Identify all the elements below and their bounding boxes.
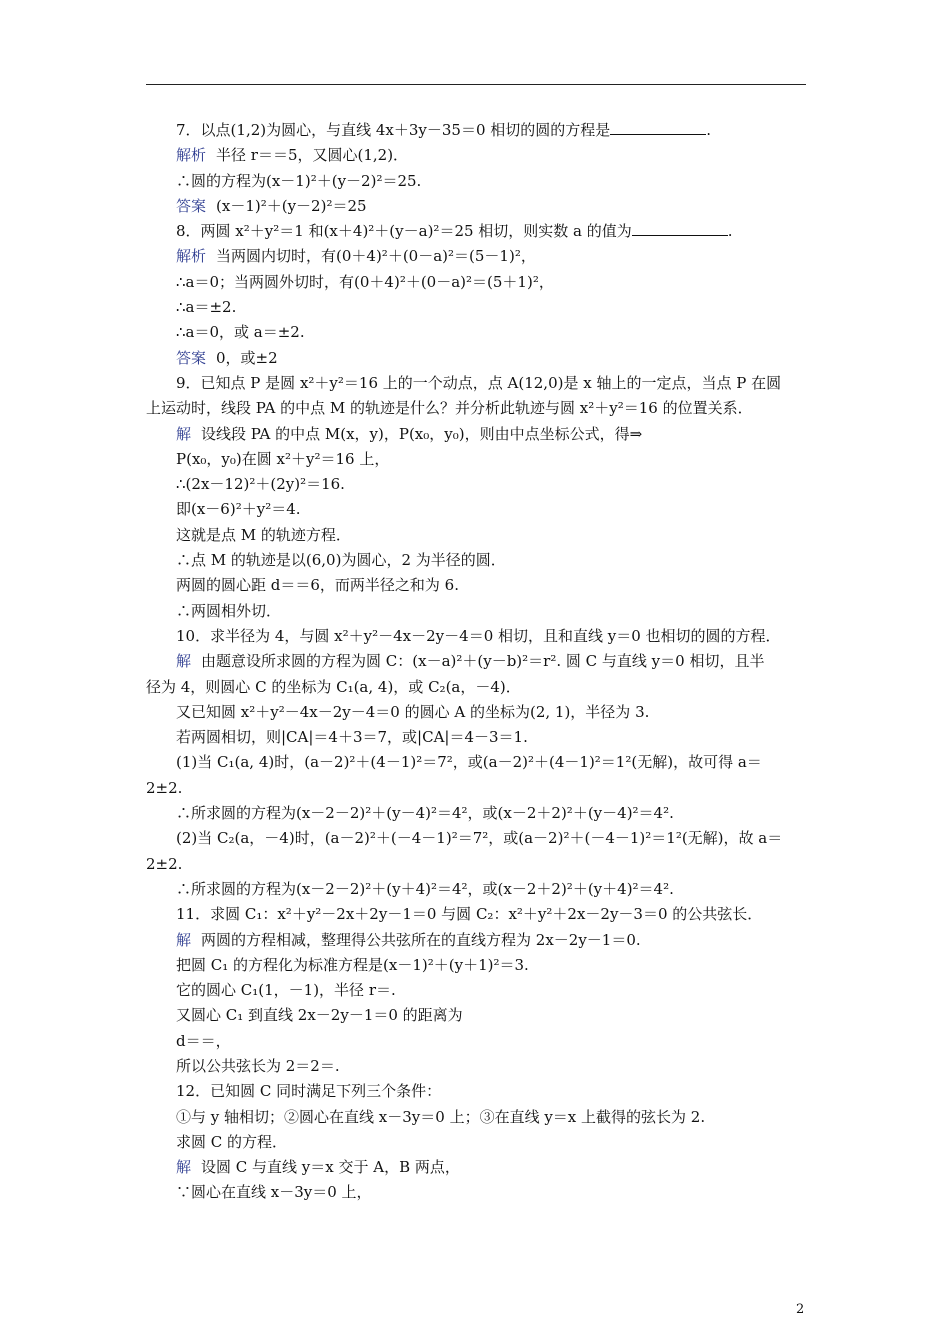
text-line xyxy=(146,801,806,826)
answer-blank xyxy=(610,120,706,135)
text-line xyxy=(146,725,806,750)
document-body xyxy=(146,118,806,1206)
line-text: ∴a＝0，或 a＝±2. xyxy=(176,323,305,342)
text-line xyxy=(146,143,806,168)
text-line xyxy=(146,523,806,548)
line-text: 0，或±2 xyxy=(216,348,278,367)
text-line xyxy=(146,902,806,927)
text-line xyxy=(146,675,806,700)
line-text: ∴所求圆的方程为(x－2－2)²＋(y＋4)²＝4²，或(x－2＋2)²＋(y＋4)²＝4². xyxy=(176,879,674,898)
solution-tag: 解析 xyxy=(176,146,207,165)
text-line xyxy=(146,928,806,953)
text-line xyxy=(146,1105,806,1130)
solution-tag: 答案 xyxy=(176,196,207,215)
line-text: ∴(2x－12)²＋(2y)²＝16. xyxy=(176,475,345,494)
line-text: ∴圆的方程为(x－1)²＋(y－2)²＝25. xyxy=(176,171,422,190)
text-line xyxy=(146,118,806,143)
text-line xyxy=(146,1180,806,1205)
line-text: 又已知圆 x²＋y²－4x－2y－4＝0 的圆心 A 的坐标为(2, 1)，半径为 3. xyxy=(176,702,650,721)
text-line xyxy=(146,320,806,345)
text-line xyxy=(146,573,806,598)
line-text: 把圆 C₁ 的方程化为标准方程是(x－1)²＋(y＋1)²＝3. xyxy=(176,955,529,974)
answer-blank xyxy=(632,221,728,236)
line-text: 求圆 C 的方程． xyxy=(176,1132,288,1151)
text-line xyxy=(146,852,806,877)
line-text: 半径 r＝＝5，又圆心(1,2)． xyxy=(216,146,409,165)
text-line xyxy=(146,346,806,371)
text-line xyxy=(146,1054,806,1079)
line-text: 即(x－6)²＋y²＝4. xyxy=(176,500,301,519)
text-line xyxy=(146,422,806,447)
line-text: 这就是点 M 的轨迹方程． xyxy=(176,525,351,544)
line-text: 10．求半径为 4，与圆 x²＋y²－4x－2y－4＝0 相切，且和直线 y＝0 也相切的圆的方程． xyxy=(176,626,781,645)
text-line xyxy=(146,447,806,472)
text-line xyxy=(146,624,806,649)
line-text: ∴a＝0；当两圆外切时，有(0＋4)²＋(0－a)²＝(5＋1)²， xyxy=(176,272,554,291)
text-line xyxy=(146,877,806,902)
line-text: 设圆 C 与直线 y＝x 交于 A，B 两点， xyxy=(201,1158,460,1177)
line-text: 当两圆内切时，有(0＋4)²＋(0－a)²＝(5－1)²， xyxy=(216,247,536,266)
line-text: ①与 y 轴相切；②圆心在直线 x－3y＝0 上；③在直线 y＝x 上截得的弦长为 2. xyxy=(176,1107,706,1126)
text-line xyxy=(146,472,806,497)
text-line xyxy=(146,497,806,522)
line-text: d＝＝， xyxy=(176,1031,231,1050)
line-text: 它的圆心 C₁(1，－1)，半径 r＝. xyxy=(176,981,396,1000)
line-text: 两圆的方程相减，整理得公共弦所在的直线方程为 2x－2y－1＝0. xyxy=(201,930,641,949)
text-line xyxy=(146,1029,806,1054)
line-text: 12．已知圆 C 同时满足下列三个条件： xyxy=(176,1082,442,1101)
solution-tag: 解 xyxy=(176,652,192,671)
line-text: 所以公共弦长为 2＝2＝. xyxy=(176,1056,340,1075)
solution-tag: 解析 xyxy=(176,247,207,266)
text-line xyxy=(146,396,806,421)
line-text: 由题意设所求圆的方程为圆 C：(x－a)²＋(y－b)²＝r². 圆 C 与直线 y＝0 相切，且半 xyxy=(201,652,765,671)
text-line xyxy=(146,270,806,295)
line-text: ∴所求圆的方程为(x－2－2)²＋(y－4)²＝4²，或(x－2＋2)²＋(y－4)²＝4². xyxy=(176,804,674,823)
line-text: 又圆心 C₁ 到直线 2x－2y－1＝0 的距离为 xyxy=(176,1006,463,1025)
line-text: ∴两圆相外切． xyxy=(176,601,282,620)
solution-tag: 解 xyxy=(176,1158,192,1177)
text-line xyxy=(146,295,806,320)
text-line xyxy=(146,953,806,978)
line-text: 8．两圆 x²＋y²＝1 和(x＋4)²＋(y－a)²＝25 相切，则实数 a 的值为 xyxy=(176,222,632,241)
line-text: 上运动时，线段 PA 的中点 M 的轨迹是什么？并分析此轨迹与圆 x²＋y²＝16 的位置关系． xyxy=(146,399,753,418)
text-line xyxy=(146,169,806,194)
line-text: ∴点 M 的轨迹是以(6,0)为圆心，2 为半径的圆． xyxy=(176,551,506,570)
text-line xyxy=(146,750,806,775)
line-text: 2±2. xyxy=(146,778,183,797)
text-line xyxy=(146,194,806,219)
page-number: 2 xyxy=(796,1302,805,1317)
line-text: 11．求圆 C₁：x²＋y²－2x＋2y－1＝0 与圆 C₂：x²＋y²＋2x－2y－3＝0 的公共弦长． xyxy=(176,905,763,924)
text-line xyxy=(146,1003,806,1028)
text-line xyxy=(146,244,806,269)
solution-tag: 解 xyxy=(176,424,192,443)
text-line xyxy=(146,776,806,801)
line-text: (1)当 C₁(a, 4)时，(a－2)²＋(4－1)²＝7²，或(a－2)²＋(4－1)²＝1²(无解)，故可得 a＝ xyxy=(176,753,762,772)
text-line xyxy=(146,1155,806,1180)
line-suffix: . xyxy=(727,222,733,241)
text-line xyxy=(146,826,806,851)
header-rule xyxy=(146,84,806,85)
line-text: 2±2. xyxy=(146,854,183,873)
text-line xyxy=(146,649,806,674)
text-line xyxy=(146,700,806,725)
text-line xyxy=(146,371,806,396)
text-line xyxy=(146,1079,806,1104)
line-text: (2)当 C₂(a，－4)时，(a－2)²＋(－4－1)²＝7²，或(a－2)²＋(－4－1)²＝1²(无解)，故 a＝ xyxy=(176,829,783,848)
line-text: 7．以点(1,2)为圆心，与直线 4x＋3y－35＝0 相切的圆的方程是 xyxy=(176,121,611,139)
line-suffix: . xyxy=(706,121,712,139)
line-text: 9．已知点 P 是圆 x²＋y²＝16 上的一个动点，点 A(12,0)是 x 轴上的一定点，当点 P 在圆 xyxy=(176,373,782,392)
text-line xyxy=(146,1130,806,1155)
solution-tag: 解 xyxy=(176,930,192,949)
line-text: 径为 4，则圆心 C 的坐标为 C₁(a, 4)，或 C₂(a，－4)． xyxy=(146,677,521,696)
text-line xyxy=(146,978,806,1003)
line-text: ∵圆心在直线 x－3y＝0 上， xyxy=(176,1183,372,1202)
line-text: (x－1)²＋(y－2)²＝25 xyxy=(216,196,367,215)
text-line xyxy=(146,599,806,624)
solution-tag: 答案 xyxy=(176,348,207,367)
line-text: ∴a＝±2. xyxy=(176,298,237,317)
line-text: P(x₀，y₀)在圆 x²＋y²＝16 上， xyxy=(176,449,390,468)
line-text: 若两圆相切，则|CA|＝4＋3＝7，或|CA|＝4－3＝1. xyxy=(176,728,528,747)
text-line xyxy=(146,219,806,244)
line-text: 设线段 PA 的中点 M(x，y)，P(x₀，y₀)，则由中点坐标公式，得⇒ xyxy=(201,424,643,443)
text-line xyxy=(146,548,806,573)
line-text: 两圆的圆心距 d＝＝6，而两半径之和为 6. xyxy=(176,576,459,595)
